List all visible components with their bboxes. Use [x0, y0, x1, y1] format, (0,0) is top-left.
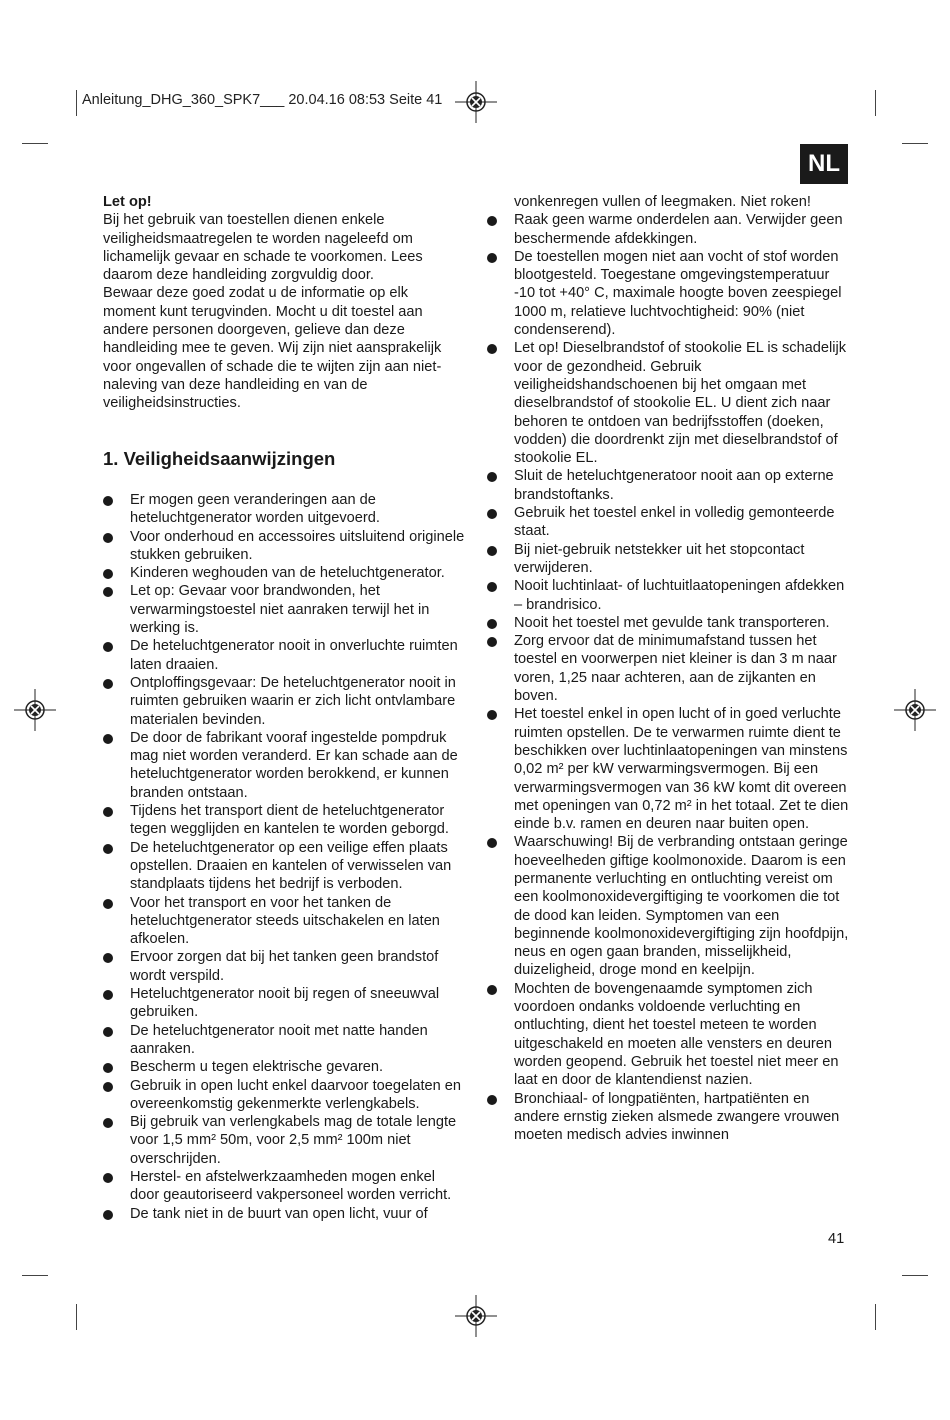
- list-item: Sluit de heteluchtgeneratoor nooit aan op externe brandstoftanks.: [487, 467, 849, 504]
- list-item: De door de fabrikant vooraf ingestelde pompdruk mag niet worden veranderd. Er kan schade aan de heteluchtgenerator worden berokkend, er kunnen branden ontstaan.: [103, 729, 465, 802]
- list-item: Gebruik in open lucht enkel daarvoor toegelaten en overeenkomstig gekenmerkte verlengkabels.: [103, 1077, 465, 1114]
- bullet-icon: [103, 496, 113, 506]
- list-item: Het toestel enkel in open lucht of in goed verluchte ruimten opstellen. De te verwarmen ruimte dient te beschikken over luchtinlaatopeningen van minstens 0,02 m² per kW verwarmingsvermogen. Bij een verwarmingsvermogen van 36 kW komt dit overeen met openingen van 0,72 m² in het totaal. Zet te dien einde b.v. ramen en deuren naar buiten open.: [487, 705, 849, 833]
- bullet-icon: [103, 569, 113, 579]
- list-item: Bij niet-gebruik netstekker uit het stopcontact verwijderen.: [487, 541, 849, 578]
- registration-mark-icon: [455, 81, 497, 123]
- trim-mark: [22, 1275, 48, 1276]
- list-item: Mochten de bovengenaamde symptomen zich voordoen ondanks voldoende verluchting en ontluchting, dient het toestel meteen te worden uitgeschakeld en moeten alle vensters en deuren worden geopend. Gebruik het toestel niet meer en laat en door de klantendienst nazien.: [487, 980, 849, 1090]
- list-item: Bij gebruik van verlengkabels mag de totale lengte voor 1,5 mm² 50m, voor 2,5 mm² 100m niet overschrijden.: [103, 1113, 465, 1168]
- list-item: Let op! Dieselbrandstof of stookolie EL is schadelijk voor de gezondheid. Gebruik veiligheidshandschoenen bij het omgaan met dieselbrandstof of stookolie EL. U dient zich naar behoren te ontdoen van bedrijfsstoffen (doeken, vodden) die doordrenkt zijn met dieselbrandstof of stookolie EL.: [487, 339, 849, 467]
- list-item: Kinderen weghouden van de heteluchtgenerator.: [103, 564, 465, 582]
- bullet-icon: [103, 807, 113, 817]
- list-item: De heteluchtgenerator nooit in onverluchte ruimten laten draaien.: [103, 637, 465, 674]
- bullet-icon: [487, 253, 497, 263]
- bullet-icon: [487, 509, 497, 519]
- list-item: Bronchiaal- of longpatiënten, hartpatiënten en andere ernstig zieken alsmede zwangere vrouwen moeten medisch advies inwinnen: [487, 1090, 849, 1145]
- list-item: Bescherm u tegen elektrische gevaren.: [103, 1058, 465, 1076]
- bullet-icon: [487, 344, 497, 354]
- list-item: Raak geen warme onderdelen aan. Verwijder geen beschermende afdekkingen.: [487, 211, 849, 248]
- bullet-icon: [487, 582, 497, 592]
- registration-mark-icon: [455, 1295, 497, 1337]
- bullet-icon: [487, 216, 497, 226]
- bullet-icon: [487, 985, 497, 995]
- bullet-icon: [103, 642, 113, 652]
- bullet-icon: [103, 1082, 113, 1092]
- bullet-icon: [103, 1063, 113, 1073]
- intro-title: Let op!: [103, 194, 152, 210]
- bullet-icon: [487, 710, 497, 720]
- bullet-icon: [103, 899, 113, 909]
- trim-mark: [76, 1304, 77, 1330]
- list-item: Heteluchtgenerator nooit bij regen of sneeuwval gebruiken.: [103, 985, 465, 1022]
- bullet-icon: [487, 1095, 497, 1105]
- list-item: Gebruik het toestel enkel in volledig gemonteerde staat.: [487, 504, 849, 541]
- trim-mark: [76, 90, 77, 116]
- bullet-icon: [103, 679, 113, 689]
- list-item: Zorg ervoor dat de minimumafstand tussen het toestel en voorwerpen niet kleiner is dan 3 m naar voren, 1,25 naar achteren, aan de zijkanten en boven.: [487, 632, 849, 705]
- safety-list-right: [487, 193, 849, 1144]
- list-item: Ontploffingsgevaar: De heteluchtgenerator nooit in ruimten gebruiken waarin er zich licht ontvlambare materialen bevinden.: [103, 674, 465, 729]
- bullet-icon: [487, 546, 497, 556]
- trim-mark: [902, 143, 928, 144]
- trim-mark: [22, 143, 48, 144]
- right-column: [487, 193, 849, 1144]
- trim-mark: [875, 1304, 876, 1330]
- list-item: Er mogen geen veranderingen aan de heteluchtgenerator worden uitgevoerd.: [103, 491, 465, 528]
- page-number: 41: [828, 1231, 845, 1247]
- list-item: De toestellen mogen niet aan vocht of stof worden blootgesteld. Toegestane omgevingstemperatuur -10 tot +40° C, maximale hoogte boven zeespiegel 1000 m, relatieve luchtvochtigheid: 90% (niet condenserend).: [487, 248, 849, 339]
- list-item: Voor onderhoud en accessoires uitsluitend originele stukken gebruiken.: [103, 528, 465, 565]
- left-column: [103, 193, 465, 1222]
- registration-mark-icon: [894, 689, 936, 731]
- bullet-icon: [487, 472, 497, 482]
- bullet-icon: [487, 619, 497, 629]
- list-item: Nooit het toestel met gevulde tank transporteren.: [487, 614, 849, 632]
- print-header: Anleitung_DHG_360_SPK7___ 20.04.16 08:53 Seite 41: [82, 92, 443, 108]
- list-item: Tijdens het transport dient de heteluchtgenerator tegen wegglijden en kantelen te worden geborgd.: [103, 802, 465, 839]
- trim-mark: [875, 90, 876, 116]
- list-item: Herstel- en afstelwerkzaamheden mogen enkel door geautoriseerd vakpersoneel worden verricht.: [103, 1168, 465, 1205]
- bullet-icon: [103, 1027, 113, 1037]
- list-item: De tank niet in de buurt van open licht, vuur of: [103, 1205, 465, 1223]
- list-item: De heteluchtgenerator nooit met natte handen aanraken.: [103, 1022, 465, 1059]
- bullet-icon: [103, 1173, 113, 1183]
- section-title: 1. Veiligheidsaanwijzingen: [103, 448, 336, 469]
- language-badge: NL: [800, 144, 848, 184]
- bullet-icon: [487, 637, 497, 647]
- list-item: De heteluchtgenerator op een veilige effen plaats opstellen. Draaien en kantelen of verwisselen van standplaats tijdens het bedrijf is verboden.: [103, 839, 465, 894]
- list-item-continuation: vonkenregen vullen of leegmaken. Niet roken!: [514, 194, 811, 210]
- bullet-icon: [103, 1210, 113, 1220]
- bullet-icon: [103, 953, 113, 963]
- list-item: Voor het transport en voor het tanken de heteluchtgenerator steeds uitschakelen en laten afkoelen.: [103, 894, 465, 949]
- bullet-icon: [103, 734, 113, 744]
- list-item: Let op: Gevaar voor brandwonden, het verwarmingstoestel niet aanraken terwijl het in werking is.: [103, 582, 465, 637]
- intro-text: Bij het gebruik van toestellen dienen enkele veiligheidsmaatregelen te worden nageleefd om lichamelijk gevaar en schade te voorkomen. Lees daarom deze handleiding zorgvuldig door. Bewaar deze goed zodat u de informatie op elk moment kunt terugvinden. Mocht u dit toestel aan andere personen doorgeven, gelieve dan deze handleiding mee te geven. Wij zijn niet aansprakelijk voor ongevallen of schade die te wijten zijn aan niet- naleving van deze handleiding en van de veiligheidsinstructies.: [103, 212, 442, 412]
- list-item: Nooit luchtinlaat- of luchtuitlaatopeningen afdekken – brandrisico.: [487, 577, 849, 614]
- bullet-icon: [103, 990, 113, 1000]
- list-item: Waarschuwing! Bij de verbranding ontstaan geringe hoeveelheden giftige koolmonoxide. Daarom is een permanente verluchting en ontluchting vereist om een koolmonoxidevergiftiging te voorkomen die tot de dood kan leiden. Symptomen van een beginnende koolmonoxidevergiftiging zijn hoofdpijn, neus en ogen gaan branden, misselijkheid, duizeligheid, droge mond en keelpijn.: [487, 833, 849, 979]
- list-item: Ervoor zorgen dat bij het tanken geen brandstof wordt verspild.: [103, 948, 465, 985]
- bullet-icon: [103, 844, 113, 854]
- bullet-icon: [103, 1118, 113, 1128]
- bullet-icon: [103, 587, 113, 597]
- bullet-icon: [487, 838, 497, 848]
- safety-list-left: [103, 491, 465, 1223]
- registration-mark-icon: [14, 689, 56, 731]
- trim-mark: [902, 1275, 928, 1276]
- bullet-icon: [103, 533, 113, 543]
